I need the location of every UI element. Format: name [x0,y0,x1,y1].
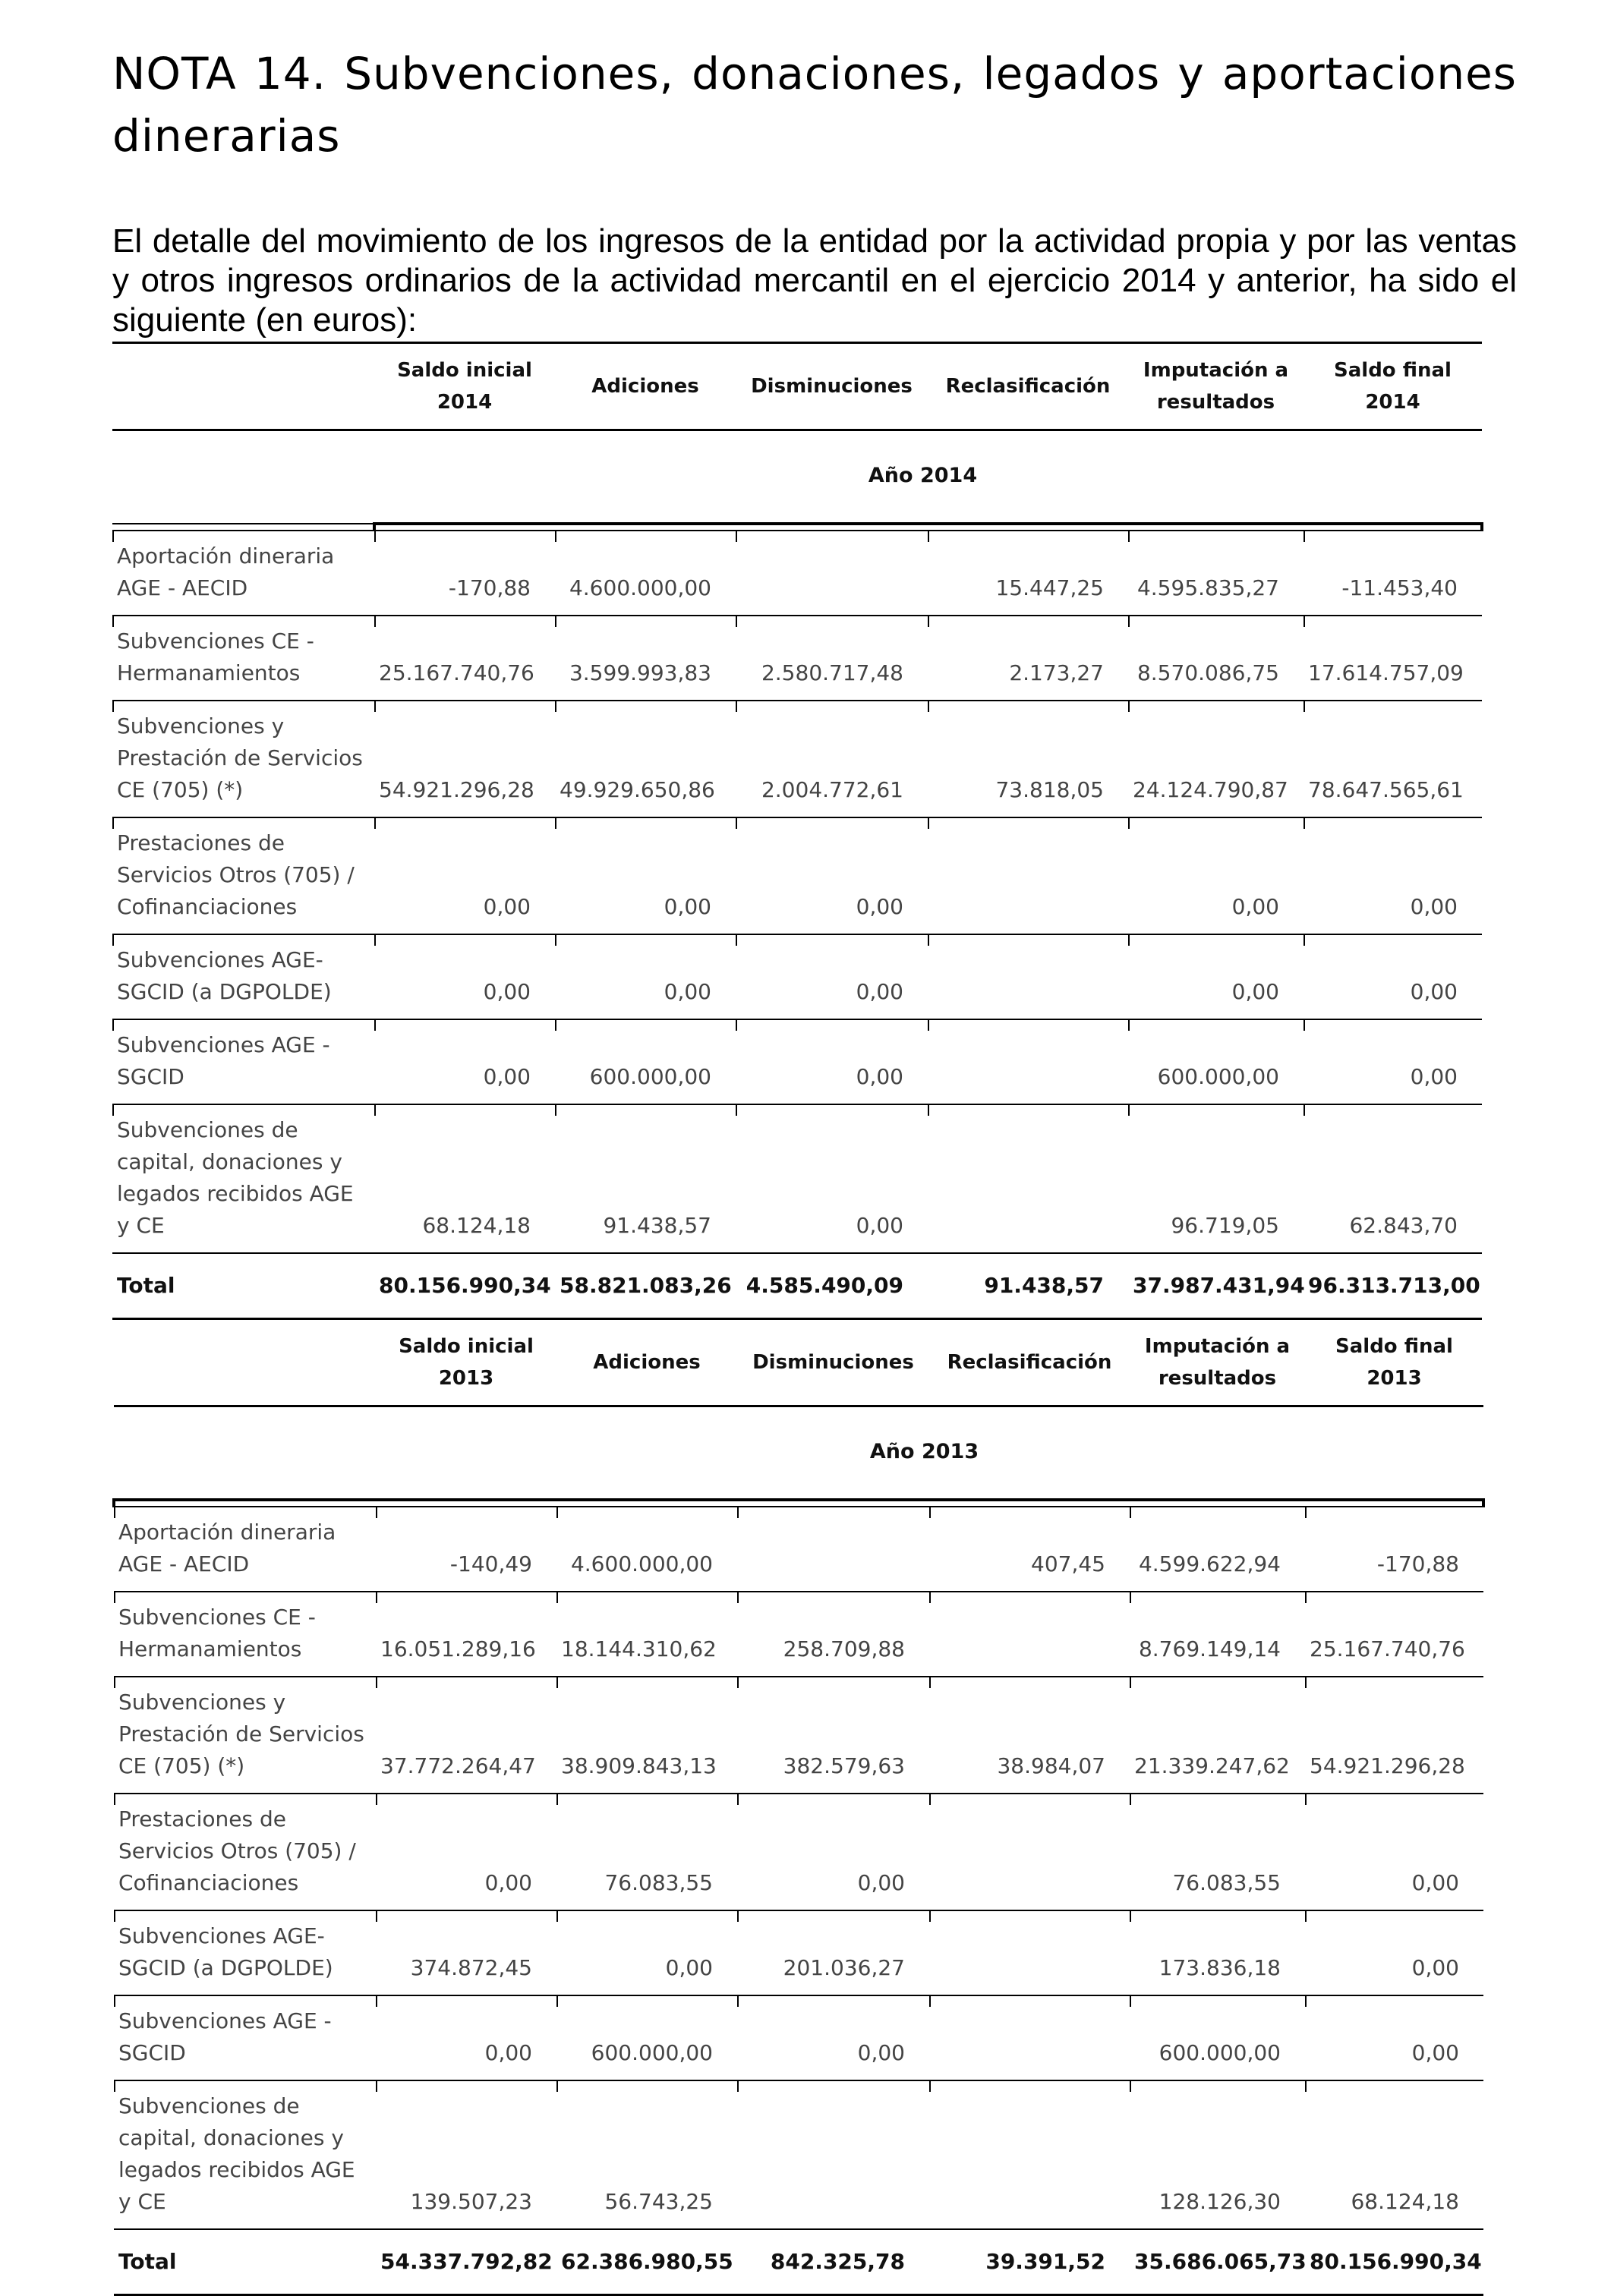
table-cell: 600.000,00 [1130,1995,1305,2080]
table-cell [928,1104,1128,1253]
table-cell: 0,00 [1303,934,1482,1019]
table-cell [737,1507,929,1592]
table-cell: 78.647.565,61 [1303,701,1482,817]
row-label: Prestaciones de Servicios Otros (705) / Cofinanciaciones [112,817,374,934]
table-cell: 0,00 [736,934,928,1019]
table-cell [929,1995,1130,2080]
row-label: Subvenciones de capital, donaciones y legados recibidos AGE y CE [114,2080,376,2229]
total-label: Total [114,2229,376,2295]
total-cell: 37.987.431,94 [1128,1253,1303,1319]
table-cell: 407,45 [929,1507,1130,1592]
table-cell: 2.004.772,61 [736,701,928,817]
total-label: Total [112,1253,374,1319]
table-2013 [112,1320,1485,2296]
table-row [114,1507,1483,1592]
total-cell: 80.156.990,34 [374,1253,555,1319]
table-cell [929,1794,1130,1910]
table-row [112,616,1482,701]
row-label: Subvenciones de capital, donaciones y legados recibidos AGE y CE [112,1104,374,1253]
table-row [114,1995,1483,2080]
table-cell: 201.036,27 [737,1910,929,1995]
table-cell: 139.507,23 [376,2080,556,2229]
table-cell: 18.144.310,62 [556,1592,737,1677]
table-cell: 76.083,55 [556,1794,737,1910]
table-row [114,1910,1483,1995]
table-cell: 49.929.650,86 [555,701,736,817]
document-page [112,43,1517,2296]
table-cell [928,934,1128,1019]
total-row [112,1253,1482,1319]
table-cell: 54.921.296,28 [374,701,555,817]
row-label: Subvenciones AGE- SGCID (a DGPOLDE) [114,1910,376,1995]
table-row [112,934,1482,1019]
table-cell: 0,00 [737,1794,929,1910]
table-cell: 0,00 [376,1794,556,1910]
table-cell: -11.453,40 [1303,531,1482,616]
row-label: Aportación dineraria AGE - AECID [112,531,374,616]
table-cell: 4.600.000,00 [555,531,736,616]
table-cell: 15.447,25 [928,531,1128,616]
table-cell [928,1019,1128,1104]
table-cell: 0,00 [737,1995,929,2080]
column-header [114,1320,376,1406]
table-row [112,817,1482,934]
table-cell: 0,00 [736,1019,928,1104]
column-header: Imputación a resultados [1128,344,1303,430]
total-cell: 35.686.065,73 [1130,2229,1305,2295]
intro-paragraph: El detalle del movimiento de los ingresos de la entidad por la actividad propia y por las ventas y otros ingresos ordinarios de la actividad mercantil en el ejercicio 2014 y anterior, ha sido el siguiente (en euros): [112,222,1517,339]
table-cell: 0,00 [736,817,928,934]
table-cell: 600.000,00 [556,1995,737,2080]
total-cell: 91.438,57 [928,1253,1128,1319]
table-row [114,1794,1483,1910]
table-cell: 25.167.740,76 [374,616,555,701]
table-cell: 0,00 [1303,1019,1482,1104]
year-label: Año 2013 [114,1406,1483,1501]
table-cell: 17.614.757,09 [1303,616,1482,701]
column-header: Reclasificación [928,344,1128,430]
row-label: Subvenciones AGE- SGCID (a DGPOLDE) [112,934,374,1019]
row-label: Subvenciones CE - Hermanamientos [114,1592,376,1677]
total-cell: 54.337.792,82 [376,2229,556,2295]
total-cell: 58.821.083,26 [555,1253,736,1319]
table-cell: 0,00 [555,817,736,934]
table-row [112,1019,1482,1104]
table-cell: 0,00 [556,1910,737,1995]
table-cell: 600.000,00 [1128,1019,1303,1104]
row-label: Subvenciones y Prestación de Servicios CE (705) (*) [114,1677,376,1794]
table-row [114,2080,1483,2229]
table-cell: 0,00 [1305,1995,1483,2080]
table-cell: 8.570.086,75 [1128,616,1303,701]
column-header: Adiciones [556,1320,737,1406]
total-row [114,2229,1483,2295]
column-header: Imputación a resultados [1130,1320,1305,1406]
table-cell: 0,00 [374,934,555,1019]
table-cell: 91.438,57 [555,1104,736,1253]
row-label: Subvenciones y Prestación de Servicios CE (705) (*) [112,701,374,817]
row-label: Subvenciones CE - Hermanamientos [112,616,374,701]
table-cell: 600.000,00 [555,1019,736,1104]
row-label: Subvenciones AGE - SGCID [114,1995,376,2080]
table-cell: 0,00 [1305,1794,1483,1910]
table-cell: 0,00 [374,817,555,934]
table-2014 [112,344,1483,1320]
column-header: Saldo inicial 2014 [374,344,555,430]
table-cell: 25.167.740,76 [1305,1592,1483,1677]
table-cell: 2.580.717,48 [736,616,928,701]
table-cell: 3.599.993,83 [555,616,736,701]
table-cell [929,2080,1130,2229]
table-cell: 56.743,25 [556,2080,737,2229]
table-cell: 0,00 [374,1019,555,1104]
table-cell [736,531,928,616]
table-cell [929,1592,1130,1677]
table-cell: 0,00 [1305,1910,1483,1995]
table-cell: 0,00 [1303,817,1482,934]
column-header: Disminuciones [736,344,928,430]
column-header: Disminuciones [737,1320,929,1406]
table-cell: 96.719,05 [1128,1104,1303,1253]
column-header [112,344,374,430]
table-cell: 374.872,45 [376,1910,556,1995]
table-row [112,531,1482,616]
table-cell: 73.818,05 [928,701,1128,817]
table-cell: 173.836,18 [1130,1910,1305,1995]
table-cell: 0,00 [1128,817,1303,934]
year-label: Año 2014 [112,430,1482,524]
table-cell: 4.600.000,00 [556,1507,737,1592]
table-cell [928,817,1128,934]
table-cell: 4.595.835,27 [1128,531,1303,616]
table-cell: 62.843,70 [1303,1104,1482,1253]
table-cell: 76.083,55 [1130,1794,1305,1910]
column-header: Saldo inicial 2013 [376,1320,556,1406]
column-header: Reclasificación [929,1320,1130,1406]
table-cell: 4.599.622,94 [1130,1507,1305,1592]
table-row [112,1104,1482,1253]
table-cell: -170,88 [374,531,555,616]
row-label: Subvenciones AGE - SGCID [112,1019,374,1104]
table-cell: 16.051.289,16 [376,1592,556,1677]
table-row [114,1677,1483,1794]
table-cell: 0,00 [555,934,736,1019]
total-cell: 80.156.990,34 [1305,2229,1483,2295]
table-row [112,701,1482,817]
total-cell: 62.386.980,55 [556,2229,737,2295]
total-cell: 96.313.713,00 [1303,1253,1482,1319]
table-cell: 0,00 [376,1995,556,2080]
table-cell: 128.126,30 [1130,2080,1305,2229]
table-cell: 68.124,18 [1305,2080,1483,2229]
total-cell: 39.391,52 [929,2229,1130,2295]
row-label: Prestaciones de Servicios Otros (705) / Cofinanciaciones [114,1794,376,1910]
total-cell: 842.325,78 [737,2229,929,2295]
table-cell: 68.124,18 [374,1104,555,1253]
column-header: Saldo final 2013 [1305,1320,1483,1406]
table-cell [929,1910,1130,1995]
table-cell: 54.921.296,28 [1305,1677,1483,1794]
column-header: Adiciones [555,344,736,430]
column-header: Saldo final 2014 [1303,344,1482,430]
table-cell: 8.769.149,14 [1130,1592,1305,1677]
table-cell: -140,49 [376,1507,556,1592]
table-row [114,1592,1483,1677]
table-cell: 37.772.264,47 [376,1677,556,1794]
table-cell: 0,00 [1128,934,1303,1019]
table-cell: 21.339.247,62 [1130,1677,1305,1794]
table-cell: 0,00 [736,1104,928,1253]
table-cell: 258.709,88 [737,1592,929,1677]
page-title: NOTA 14. Subvenciones, donaciones, legados y aportaciones dinerarias [112,48,1517,162]
total-cell: 4.585.490,09 [736,1253,928,1319]
table-cell: 38.909.843,13 [556,1677,737,1794]
table-cell: 38.984,07 [929,1677,1130,1794]
table-cell: 382.579,63 [737,1677,929,1794]
table-cell: -170,88 [1305,1507,1483,1592]
table-cell: 24.124.790,87 [1128,701,1303,817]
row-label: Aportación dineraria AGE - AECID [114,1507,376,1592]
table-cell: 2.173,27 [928,616,1128,701]
table-cell [737,2080,929,2229]
